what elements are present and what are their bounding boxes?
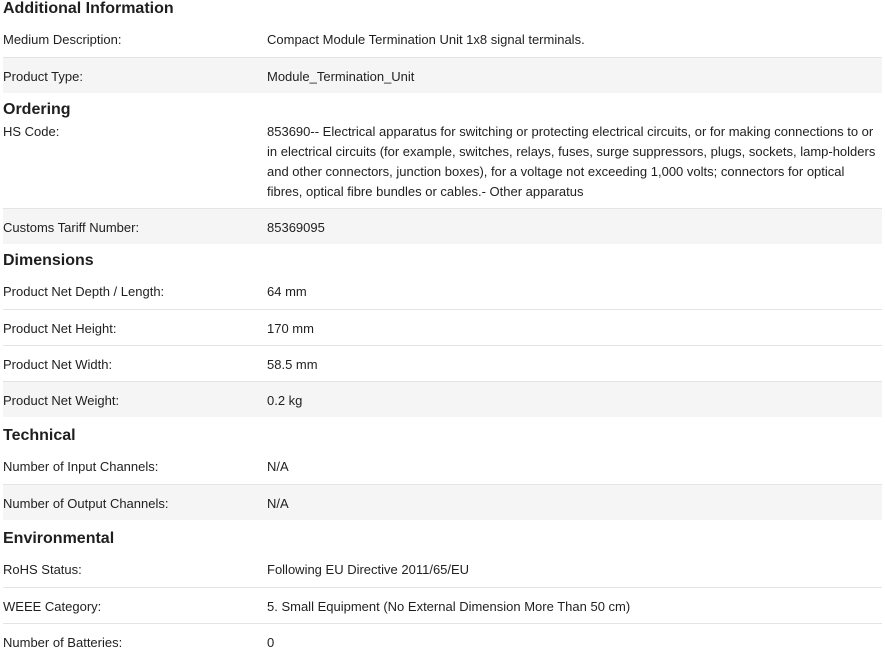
detail-value: 64 mm: [267, 284, 307, 299]
detail-label: Product Net Depth / Length:: [3, 284, 165, 299]
section-title: Dimensions: [3, 252, 94, 269]
detail-row-weee-category: [3, 587, 882, 623]
detail-row-product-net-depth: [3, 273, 882, 309]
section-title: Technical: [3, 427, 76, 444]
detail-value: N/A: [267, 496, 289, 511]
section-dimensions: [3, 252, 882, 417]
detail-value: Module_Termination_Unit: [267, 69, 415, 84]
section-title: Ordering: [3, 101, 71, 118]
detail-label: Customs Tariff Number:: [3, 220, 140, 235]
section-title: Additional Information: [3, 0, 174, 17]
detail-row-customs-tariff-number: [3, 208, 882, 244]
detail-label: RoHS Status:: [3, 562, 82, 577]
detail-value: 170 mm: [267, 321, 314, 336]
section-technical: [3, 427, 882, 520]
detail-value: N/A: [267, 459, 289, 474]
detail-label: WEEE Category:: [3, 599, 102, 614]
detail-row-input-channels: [3, 448, 882, 484]
detail-label: Product Type:: [3, 69, 83, 84]
detail-row-rohs-status: [3, 551, 882, 587]
detail-row-number-of-batteries: [3, 623, 882, 659]
detail-row-output-channels: [3, 484, 882, 520]
detail-value: 0: [267, 635, 275, 650]
detail-value: Compact Module Termination Unit 1x8 signal terminals.: [267, 32, 585, 47]
detail-value: 85369095: [267, 220, 325, 235]
detail-label: HS Code:: [3, 124, 60, 139]
detail-label: Product Net Height:: [3, 321, 117, 336]
detail-label: Product Net Weight:: [3, 393, 120, 408]
detail-value: Following EU Directive 2011/65/EU: [267, 562, 470, 577]
detail-label: Product Net Width:: [3, 357, 113, 372]
detail-value: 853690-- Electrical apparatus for switching or protecting electrical circuits, or for making connections to or in electrical circuits (for example, switches, relays, fuses, surge suppressors, plugs, sockets, lamp-holders and other connectors, junction boxes), for a voltage not exceeding 1,000 volts; connectors for optical fibres, optical fibre bundles or cables.- Other apparatus: [267, 124, 876, 199]
section-additional-information: [3, 0, 882, 93]
detail-value: 5. Small Equipment (No External Dimension More Than 50 cm): [267, 599, 631, 614]
detail-label: Number of Batteries:: [3, 635, 123, 650]
detail-label: Number of Input Channels:: [3, 459, 159, 474]
detail-row-hs-code: [3, 122, 882, 208]
section-title: Environmental: [3, 530, 115, 547]
detail-row-product-net-height: [3, 309, 882, 345]
detail-row-product-net-weight: [3, 381, 882, 417]
detail-value: 0.2 kg: [267, 393, 303, 408]
detail-label: Medium Description:: [3, 32, 122, 47]
detail-label: Number of Output Channels:: [3, 496, 169, 511]
section-environmental: [3, 530, 882, 659]
detail-value: 58.5 mm: [267, 357, 318, 372]
detail-row-medium-description: [3, 21, 882, 57]
detail-row-product-type: [3, 57, 882, 93]
detail-row-product-net-width: [3, 345, 882, 381]
section-ordering: [3, 101, 882, 244]
